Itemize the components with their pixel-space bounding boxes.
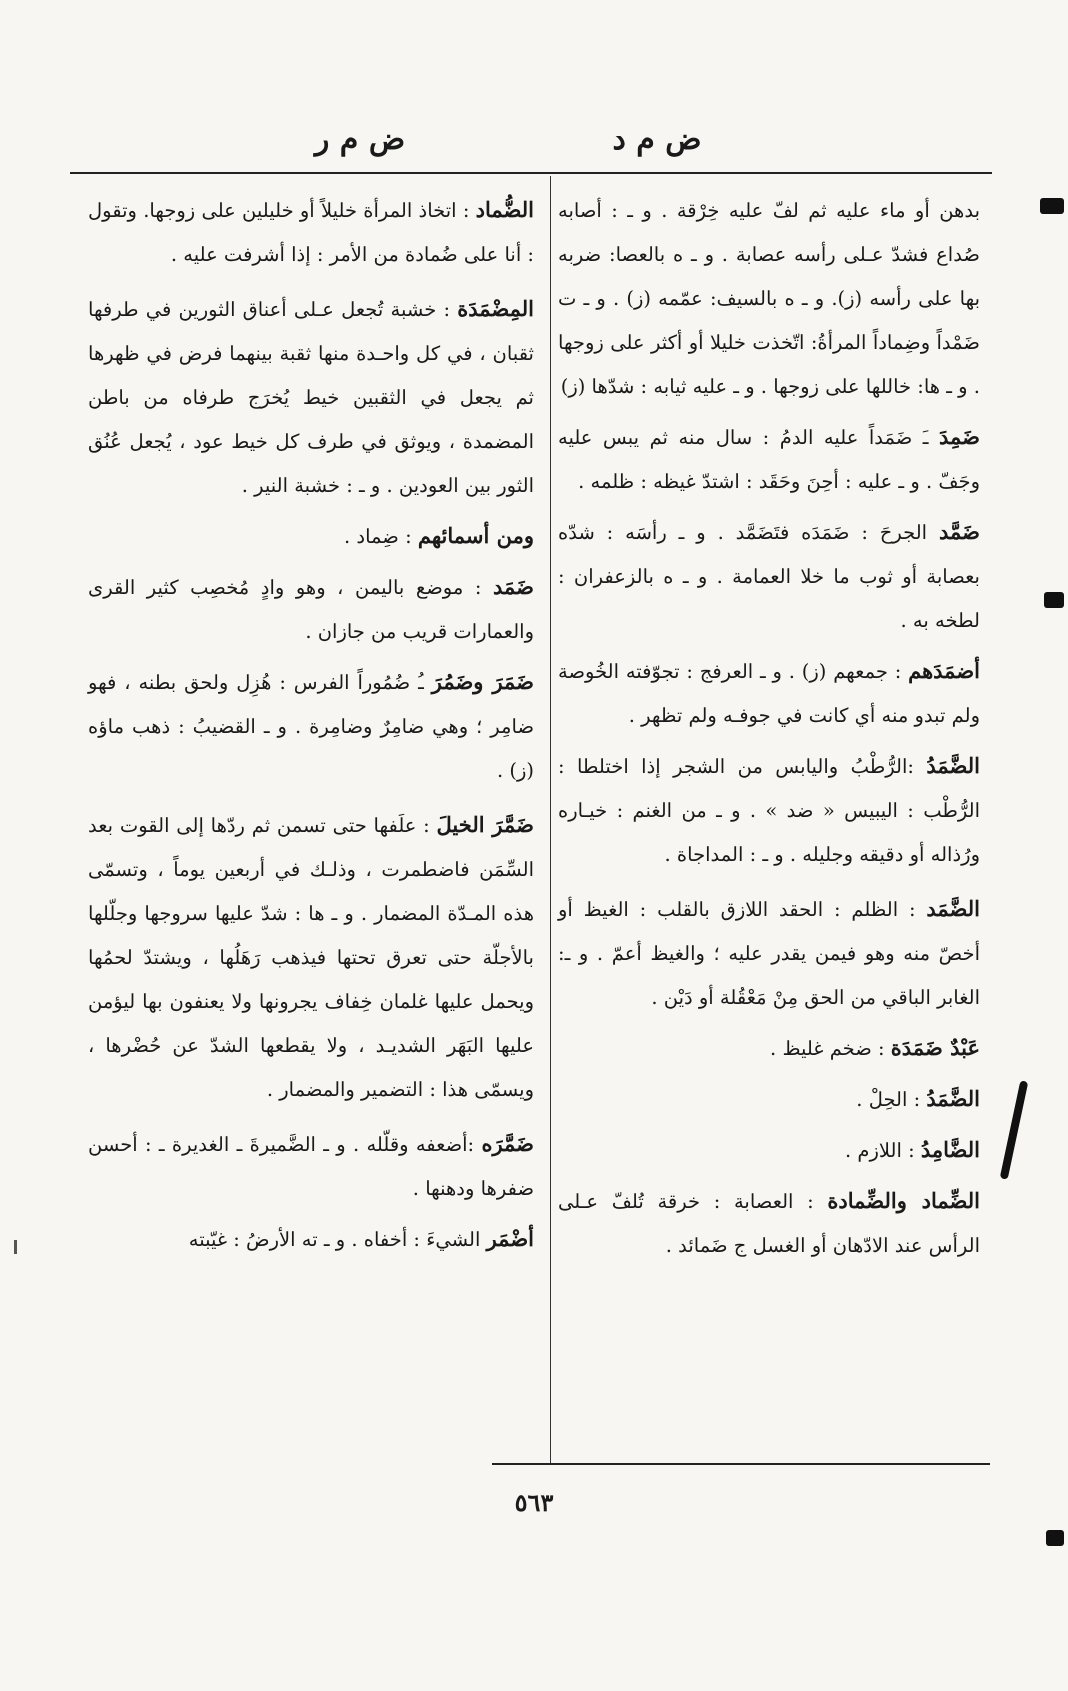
- entry-headword: الضُّماد: [475, 197, 534, 222]
- entry-definition: الجرحَ : ضَمَدَه فتَضَمَّد . و ـ رأسَه : شدّه بعصابة أو ثوب ما خلا العمامة . و ـ ه بالزعفران : لطخه به .: [558, 521, 980, 632]
- left-column: [88, 188, 534, 1268]
- scan-mark: [1000, 1080, 1029, 1179]
- dictionary-entry: [558, 415, 980, 504]
- entry-definition: الشيءَ : أخفاه . و ـ ته الأرضُ : غيّبته: [188, 1228, 481, 1251]
- entry-headword: ضَمَّرَه: [481, 1131, 534, 1156]
- running-header-right: ض م د: [612, 122, 702, 157]
- dictionary-entry: [558, 1179, 980, 1268]
- entry-definition: ـَ ضَمَداً عليه الدمُ : سال منه ثم يبس عليه وجَفّ . و ـ عليه : أحِنَ وحَقَد : اشتدّ غيظه : ظلمه .: [558, 426, 980, 493]
- entry-definition: : علَفها حتى تسمن ثم ردّها إلى القوت بعد السِّمَن فاضطمرت ، وذلـك في أربعين يوماً ، وتسمّى هذه المـدّة المضمار . و ـ ها : شدّ عليها سروجها وجلّلها بالأجلّة حتى تعرق تحتها فيذهب رَهَلُها ، ويشتدّ لحمُها ويحمل عليها غلمان خِفاف يجرونها ولا يعنفون بها ليؤمن عليها البَهَر الشديـد ، ولا يقطعها الشدّ عن حُضْرها ، ويسمّى هذا : التضمير والمضمار .: [88, 814, 534, 1101]
- entry-headword: أضْمَر: [486, 1226, 534, 1251]
- entry-headword: ضَمَّد: [939, 519, 981, 544]
- header-rule: [70, 172, 992, 174]
- entry-headword: ومن أسمائهم: [417, 523, 534, 548]
- entry-headword: ضَمَرَ وضَمُرَ: [431, 669, 534, 694]
- scan-mark: [1046, 1530, 1064, 1546]
- entry-definition: : خشبة تُجعل عـلى أعناق الثورين في طرفها ثقبان ، في كل واحـدة منها ثقبة بينهما فرض في ظهرها ثم يجعل في الثقبين خيط يُخرَج طرفاه من باطن المضمدة ، ويوثق في طرف كل خيط عود ، يُجعل عُنُق الثور بين العودين . و ـ : خشبة النير .: [88, 298, 534, 497]
- dictionary-entry: [558, 1026, 980, 1071]
- entry-headword: المِضْمَدَة: [457, 296, 534, 321]
- dictionary-entry: [88, 565, 534, 654]
- page-number: ٥٦٣: [514, 1488, 554, 1517]
- running-header-left: ض م ر: [314, 122, 406, 157]
- dictionary-entry: [88, 188, 534, 277]
- entry-definition: : موضع باليمن ، وهو وادٍ مُخصِب كثير القرى والعمارات قريب من جازان .: [88, 576, 534, 643]
- dictionary-entry: [558, 1077, 980, 1122]
- dictionary-entry: [558, 510, 980, 643]
- entry-definition: : ضِماد .: [344, 525, 412, 548]
- entry-definition: : جمعهم (ز) . و ـ العرفج : تجوّفته الخُوصة ولم تبدو منه أي كانت في جوفـه ولم تظهر .: [558, 660, 980, 727]
- entry-headword: الضَّمَدُ: [926, 753, 980, 778]
- dictionary-entry: [88, 283, 534, 508]
- dictionary-entry: [558, 188, 980, 409]
- entry-headword: الضَّمَدُ: [926, 1086, 980, 1111]
- dictionary-entry: [88, 660, 534, 793]
- dictionary-entry: [88, 799, 534, 1112]
- entry-definition: : اتخاذ المرأة خليلاً أو خليلين على زوجها. وتقول : أنا على ضُمادة من الأمر : إذا أشرفت عليه .: [88, 199, 534, 266]
- right-column: [558, 188, 980, 1274]
- scan-mark: [1044, 592, 1064, 608]
- column-divider: [550, 176, 551, 1464]
- scan-mark: [1040, 198, 1064, 214]
- entry-definition: : اللازم .: [845, 1139, 915, 1162]
- entry-headword: عَبْدٌ ضَمَدَة: [890, 1035, 980, 1060]
- entry-definition: :الرُّطْبُ واليابس من الشجر إذا اختلطا : الرُّطْب : اليبيس « ضد » . و ـ من الغنم : خيـاره ورُذاله أو دقيقه وجليله . و ـ : المداجاة .: [558, 755, 980, 866]
- dictionary-entry: [88, 1217, 534, 1262]
- dictionary-entry: [558, 1128, 980, 1173]
- entry-definition: : العصابة : خرقة تُلفّ عـلى الرأس عند الادّهان أو الغسل ج ضَمائد .: [558, 1190, 980, 1257]
- entry-definition: بدهن أو ماء عليه ثم لفّ عليه خِرْقة . و ـ : أصابه صُداع فشدّ عـلى رأسه عصابة . و ـ ه بالعصا: ضربه بها على رأسه (ز). و ـ ه بالسيف: عمّمه (ز) . و ـ ت ضَمْداً وضِماداً المرأةُ: اتّخذت خليلا أو أكثر على زوجها . و ـ ها: خاللها على زوجها . و ـ عليه ثيابه : شدّها (ز): [558, 199, 980, 398]
- entry-definition: :أضعفه وقلّله . و ـ الضَّميرةَ ـ الغديرة ـ : أحسن ضفرها ودهنها .: [88, 1133, 534, 1200]
- dictionary-entry: [558, 883, 980, 1020]
- dictionary-entry: [558, 649, 980, 738]
- entry-headword: ضَمَّرَ الخيلَ: [436, 812, 534, 837]
- entry-headword: أضمَدَهم: [908, 658, 980, 683]
- dictionary-entry: [88, 1118, 534, 1211]
- entry-headword: الضِّماد والضِّمادة: [827, 1188, 980, 1213]
- dictionary-entry: [88, 514, 534, 559]
- entry-headword: ضَمِدَ: [939, 424, 981, 449]
- entry-definition: ـُ ضُمُوراً الفرس : هُزِل ولحق بطنه ، فهو ضامِر ؛ وهي ضامِرٌ وضامِرة . و ـ القضيبُ : ذهب ماؤه (ز) .: [88, 671, 534, 782]
- entry-definition: : ضخم غليظ .: [770, 1037, 885, 1060]
- entry-headword: الضَّمَد: [926, 896, 980, 921]
- entry-headword: الضَّامِدُ: [920, 1137, 980, 1162]
- entry-definition: : الحِلْ .: [856, 1088, 921, 1111]
- entry-definition: : الظلم : الحقد اللازق بالقلب : الغيظ أو أخصّ منه وهو فيمن يقدر عليه ؛ والغيظ أعمّ . و ـ: الغابر الباقي من الحق مِنْ مَعْقُلة أو دَيْن .: [558, 898, 980, 1009]
- entry-headword: ضَمَد: [492, 574, 534, 599]
- dictionary-entry: [558, 744, 980, 877]
- footer-rule: [492, 1463, 990, 1465]
- scan-mark: [14, 1240, 17, 1254]
